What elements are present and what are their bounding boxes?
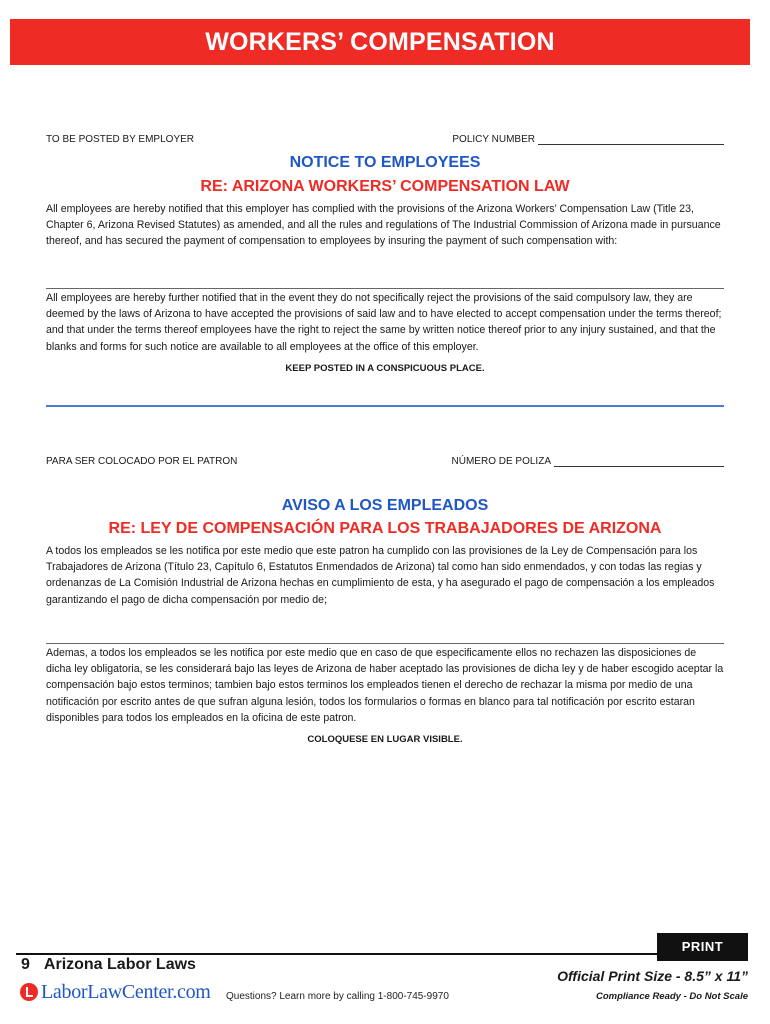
policy-number-label: POLICY NUMBER <box>452 134 535 145</box>
notice-heading: NOTICE TO EMPLOYEES <box>289 154 481 171</box>
poliza-number-label: NÚMERO DE POLIZA <box>451 456 551 467</box>
posted-by-employer-label: TO BE POSTED BY EMPLOYER <box>46 134 195 145</box>
page-label <box>21 956 196 974</box>
compliance-note: Compliance Ready - Do Not Scale <box>595 991 748 1002</box>
policy-number-blank <box>538 134 724 145</box>
logo-wordmark <box>41 981 211 1004</box>
page-number: 9 <box>21 956 30 973</box>
official-print-size: Official Print Size - 8.5” x 11” <box>557 968 748 984</box>
aviso-subheading: RE: LEY DE COMPENSACIÓN PARA LOS TRABAJADORES DE ARIZONA <box>108 520 662 537</box>
check-circle-icon <box>20 983 38 1001</box>
aviso-paragraph-2: Ademas, a todos los empleados se les notifica por este medio que en caso de que especificamente ellos no rechazen las disposiciones de dicha ley obligatoria, se les considerará bajo las leyes de Arizona de haber aceptado las provisiones de dicha ley y de haber escogido aceptar la compensación bajo estos terminos; tambien bajo estos terminos los empleados tienen el derecho de rechazar la misma por medio de una notificación por escrito antes de que sufran alguna lesión, todos los formularios o formas en blanco para tal notificación por escrito estaran disponibles para todos los empleados en la oficina de este patron. <box>46 647 724 724</box>
aviso-heading: AVISO A LOS EMPLEADOS <box>281 497 489 514</box>
aseguradora-blank-line <box>46 643 724 644</box>
notice-paragraph-2: All employees are hereby further notified that in the event they do not specifically reject the provisions of the said compulsory law, they are deemed by the laws of Arizona to have accepted the provisions of said law and to have elected to accept compensation under the terms thereof; and that under the terms thereof employees have the right to reject the same by written notice thereof prior to any injury sustained, and that the blanks and forms for such notice are available to all employees at the office of this employer. <box>46 292 722 353</box>
insurer-blank-line <box>46 288 724 289</box>
page-banner: WORKERS’ COMPENSATION <box>10 19 750 65</box>
spanish-header-row <box>46 456 724 467</box>
coloquese-notice: COLOQUESE EN LUGAR VISIBLE. <box>307 734 463 745</box>
logo-text: LaborLawCenter <box>41 980 173 1003</box>
aviso-paragraph-1: A todos los empleados se les notifica por este medio que este patron ha cumplido con las provisiones de la Ley de Compensación para los Trabajadores de Arizona (Título 23, Capítulo 6, Estatutos Enmendados de Arizona) tal como han sido enmendados, y con todas las regias y ordenanzas de La Comisión Industrial de Arizona hechas en cumplimiento de esta, y ha asegurado el pago de compensación a los empleados garantizando el pago de dicha compensación por medio de; <box>46 545 715 606</box>
print-button[interactable]: PRINT <box>657 933 748 961</box>
section-divider <box>46 405 724 407</box>
posted-by-patron-label: PARA SER COLOCADO POR EL PATRON <box>46 456 238 467</box>
questions-contact: Questions? Learn more by calling 1-800-745-9970 <box>226 991 449 1002</box>
policy-number-field <box>452 134 724 145</box>
notice-subheading: RE: ARIZONA WORKERS’ COMPENSATION LAW <box>200 178 570 195</box>
english-header-row <box>46 134 724 145</box>
page-title: Arizona Labor Laws <box>43 956 196 973</box>
notice-paragraph-1: All employees are hereby notified that this employer has complied with the provisions of the Arizona Workers’ Compensation Law (Title 23, Chapter 6, Arizona Revised Statutes) as amended, and all the rules and regulations of The Industrial Commission of Arizona made in pursuance thereof, and has secured the payment of compensation to employees by insuring the payment of such compensation with: <box>46 203 721 248</box>
logo-domain: .com <box>172 980 211 1003</box>
poliza-number-field <box>452 456 724 467</box>
laborlawcenter-logo[interactable] <box>20 980 211 1004</box>
footer-rule <box>16 953 657 955</box>
poliza-number-blank <box>554 456 724 467</box>
keep-posted-notice: KEEP POSTED IN A CONSPICUOUS PLACE. <box>285 363 485 374</box>
